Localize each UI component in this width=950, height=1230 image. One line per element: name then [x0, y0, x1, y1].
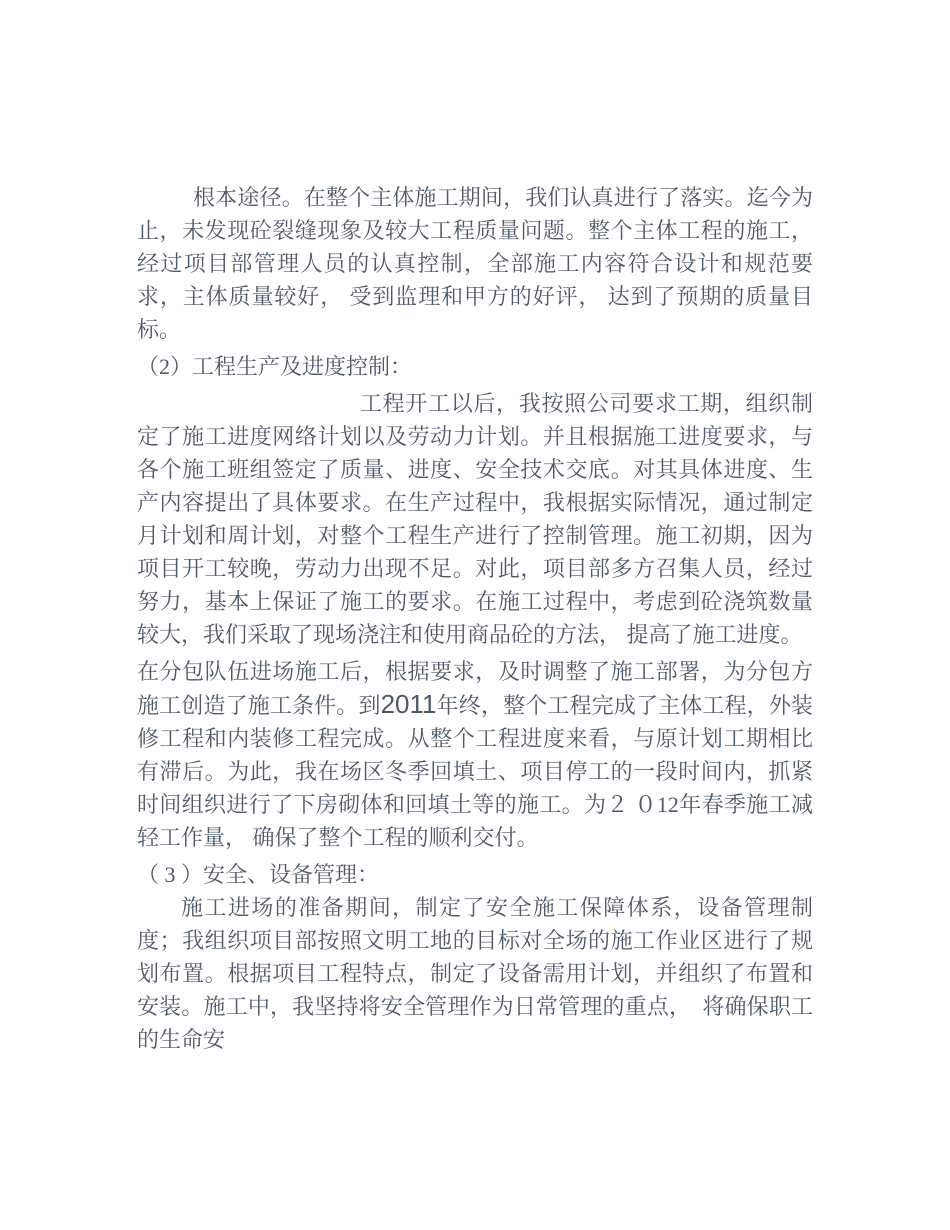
year-2011-figure: 2011 [380, 689, 437, 719]
paragraph-subcontract-text-after: 年终，整个工程完成了主体工程，外装修工程和内装修工程完成。从整个工程进度来看，与原计划工期相比有滞后。为此，我在场区冬季回填土、项目停工的一段时间内，抓紧时间组织进行了下房砌体和回填土等的施工。为２ ０12年春季施工减轻工作量， 确保了整个工程的顺利交付。 [137, 693, 813, 850]
paragraph-subcontract [137, 655, 813, 854]
paragraph-progress-control [137, 387, 813, 651]
paragraph-safety-management: 施工进场的准备期间，制定了安全施工保障体系，设备管理制度；我组织项目部按照文明工地的目标对全场的施工作业区进行了规划布置。根据项目工程特点，制定了设备需用计划，并组织了布置和安装。施工中，我坚持将安全管理作为日常管理的重点， 将确保职工的生命安 [137, 895, 813, 1052]
document-text-block [137, 181, 813, 1056]
section-heading-progress: （2）工程生产及进度控制： [137, 354, 413, 379]
paragraph-progress-text: 工程开工以后，我按照公司要求工期，组织制定了施工进度网络计划以及劳动力计划。并且根据施工进度要求，与各个施工班组签定了质量、进度、安全技术交底。对其具体进度、生产内容提出了具体要求。在生产过程中，我根据实际情况，通过制定月计划和周计划，对整个工程生产进行了控制管理。施工初期，因为项目开工较晚，劳动力出现不足。对此，项目部多方召集人员，经过努力，基本上保证了施工的要求。在施工过程中，考虑到砼浇筑数量较大，我们采取了现场浇注和使用商品砼的方法， 提高了施工进度。 [137, 391, 813, 647]
paragraph-subcontract-text-before: 在分包队伍进场施工后，根据要求，及时调整了施工部署，为分包方施工创造了施工条件。到 [137, 659, 813, 718]
section-heading-safety: （ 3 ）安全、设备管理： [137, 862, 380, 887]
paragraph-quality-control: 根本途径。在整个主体施工期间，我们认真进行了落实。迄今为止，未发现砼裂缝现象及较大工程质量问题。整个主体工程的施工，经过项目部管理人员的认真控制，全部施工内容符合设计和规范要求，主体质量较好， 受到监理和甲方的好评， 达到了预期的质量目标。 [137, 185, 813, 342]
